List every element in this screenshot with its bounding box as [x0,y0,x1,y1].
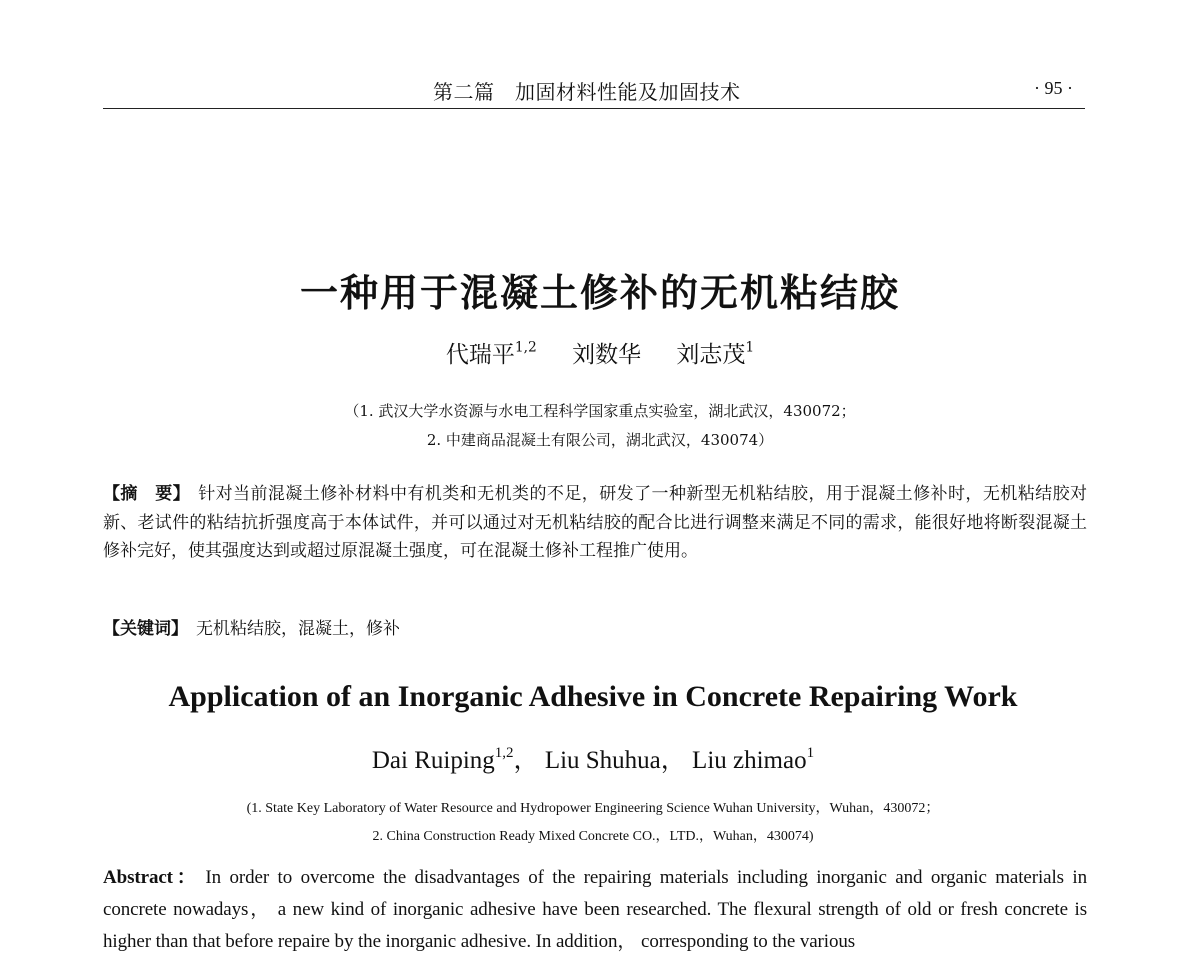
page-number: · 95 · [1034,78,1073,98]
english-abstract [103,862,1087,958]
english-affiliation-2: 2. China Construction Ready Mixed Concrete CO.，LTD.，Wuhan，430074) [372,829,814,844]
chinese-keywords-text: 无机粘结胶，混凝土，修补 [196,619,400,639]
running-header [103,74,1085,109]
chinese-affiliation-1: （1. 武汉大学水资源与水电工程科学国家重点实验室，湖北武汉，430072； [344,402,856,420]
english-abstract-text: In order to overcome the disadvantages of the repairing materials including inorganic and organic materials in concrete nowadays， a new kind of inorganic adhesive have been researched. The flexural strength of old or fresh concrete is higher than that before repaire by the inorganic adhesive. In addition， corresponding to the various [103,867,1088,952]
en-author-3: Liu zhimao$^1$ [692,744,815,774]
author-2: 刘数华 [572,342,642,368]
chinese-keywords [103,614,1087,639]
english-affiliation-1: (1. State Key Laboratory of Water Resource and Hydropower Engineering Science Wuhan University，Wuhan，430072； [246,801,940,816]
author-1: 代瑞平$^{1,2}$ [445,339,537,368]
author-3: 刘志茂$^1$ [676,339,755,368]
english-abstract-label: Abstract： [103,867,200,888]
chinese-keywords-label: 【关键词】 [103,619,188,639]
chinese-affiliation-2: 2. 中建商品混凝土有限公司，湖北武汉，430074） [426,431,774,449]
chinese-abstract-label: 【摘 要】 [103,484,191,504]
chinese-abstract [103,480,1087,566]
section-title: 第二篇 加固材料性能及加固技术 [433,80,741,104]
en-author-1: Dai Ruiping$^{1,2}$， [371,744,539,774]
english-title: Application of an Inorganic Adhesive in Concrete Repairing Work [168,680,1018,713]
english-authors [0,740,1186,776]
chinese-authors [0,336,1200,369]
chinese-abstract-text: 针对当前混凝土修补材料中有机类和无机类的不足，研发了一种新型无机粘结胶，用于混凝土修补时，无机粘结胶对新、老试件的粘结抗折强度高于本体试件，并可以通过对无机粘结胶的配合比进行调整来满足不同的需求，能很好地将断裂混凝土修补完好，使其强度达到或超过原混凝土强度，可在混凝土修补工程推广使用。 [103,484,1088,561]
en-author-2: Liu Shuhua， [544,747,686,774]
chinese-title: 一种用于混凝土修补的无机粘结胶 [299,270,900,315]
